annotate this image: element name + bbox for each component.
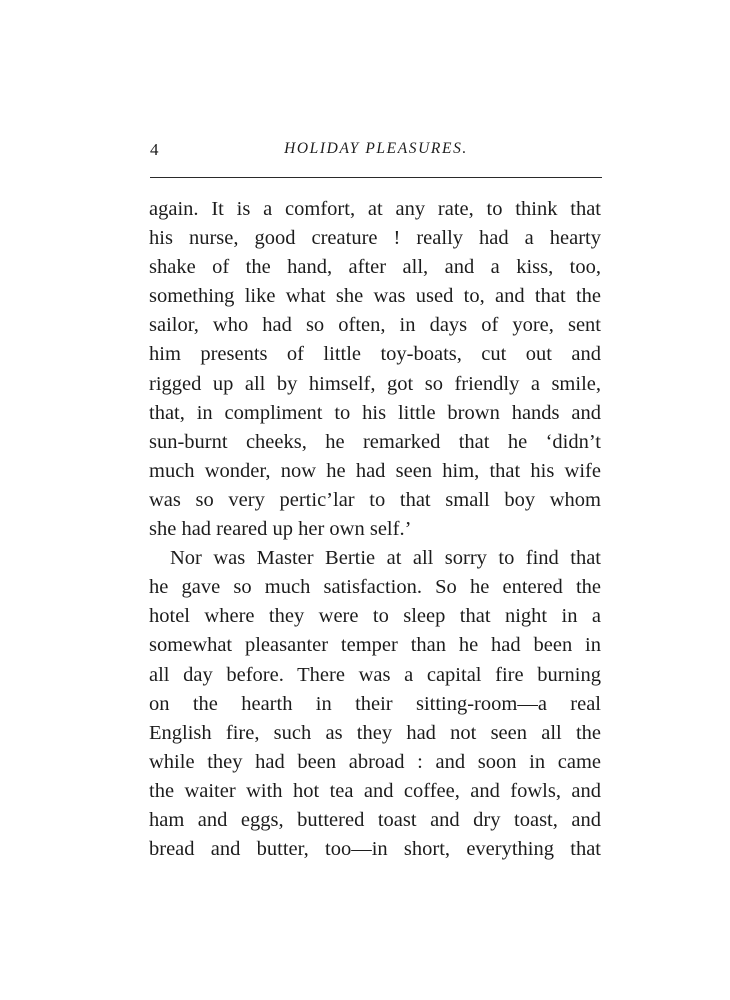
paragraph-2 [149,544,601,864]
text-line: somewhat pleasanter temper than he had been in [149,634,601,657]
text-line: she had reared up her own self.’ [149,518,412,541]
text-line: was so very pertic’lar to that small boy whom [149,488,601,511]
running-title: HOLIDAY PLEASURES. [284,140,468,157]
text-line: sailor, who had so often, in days of yore, sent [149,314,601,337]
paragraph-1 [149,195,601,544]
body-text [149,195,601,864]
header-rule [150,177,602,178]
text-line: Nor was Master Bertie at all sorry to find that [170,547,601,570]
text-line: he gave so much satisfaction. So he entered the [149,576,601,599]
text-line: much wonder, now he had seen him, that his wife [149,459,601,482]
text-line: bread and butter, too—in short, everything that [149,838,601,861]
text-line: all day before. There was a capital fire burning [149,663,601,686]
text-line: ham and eggs, buttered toast and dry toast, and [149,808,601,831]
text-line: rigged up all by himself, got so friendly a smile, [149,372,601,395]
text-line: that, in compliment to his little brown hands and [149,401,601,424]
text-line: sun-burnt cheeks, he remarked that he ‘didn’t [149,430,601,453]
text-line: on the hearth in their sitting-room—a real [149,692,601,715]
text-line: him presents of little toy-boats, cut out and [149,343,601,366]
text-line: his nurse, good creature ! really had a hearty [149,227,601,250]
text-line: while they had been abroad : and soon in came [149,750,601,773]
text-line: English fire, such as they had not seen all the [149,721,601,744]
text-line: the waiter with hot tea and coffee, and fowls, and [149,779,601,802]
text-line: something like what she was used to, and that the [149,285,601,308]
text-line: hotel where they were to sleep that night in a [149,605,601,628]
page-number: 4 [150,140,159,159]
text-line: again. It is a comfort, at any rate, to think that [149,198,601,220]
text-line: shake of the hand, after all, and a kiss, too, [149,256,601,279]
running-head [150,138,602,166]
